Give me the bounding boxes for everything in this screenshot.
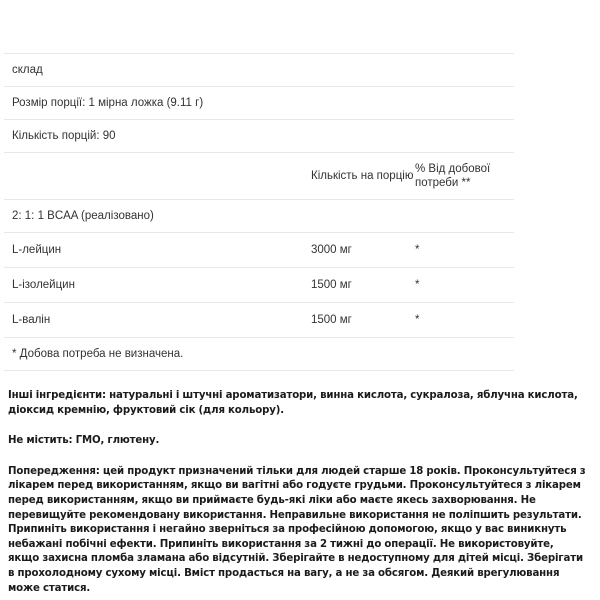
ingredient-daily-value: * xyxy=(415,314,420,326)
ingredient-group-label: 2: 1: 1 BCAA (реалізовано) xyxy=(12,210,154,222)
table-row xyxy=(4,268,514,303)
serving-size-text: Розмір порції: 1 мірна ложка (9.11 г) xyxy=(12,97,204,109)
table-row xyxy=(4,303,514,338)
column-header-amount-per-serving: Кількість на порцію xyxy=(311,170,414,182)
panel-title: склад xyxy=(12,64,43,76)
ingredient-amount: 1500 мг xyxy=(311,314,352,326)
table-row-title xyxy=(4,54,514,87)
table-row-serving-size xyxy=(4,87,514,120)
ingredient-name: L-валін xyxy=(12,314,51,326)
other-ingredients-text: Інші інгредієнти: натуральні і штучні ароматизатори, винна кислота, сукралоза, яблучна кислота, діоксид кремнію, фруктовий сік (для кольору). xyxy=(8,390,578,416)
servings-per-container-text: Кількість порцій: 90 xyxy=(12,130,116,142)
table-header-row xyxy=(4,153,514,200)
supplement-facts-table xyxy=(4,53,514,371)
column-header-name xyxy=(4,170,303,182)
ingredient-amount: 3000 мг xyxy=(311,244,352,256)
column-header-percent-daily-value: % Від добової потреби ** xyxy=(415,163,491,189)
ingredient-name: L-ізолейцин xyxy=(12,279,75,291)
table-row-group-label xyxy=(4,200,514,233)
table-row-servings-per-container xyxy=(4,120,514,153)
ingredient-amount: 1500 мг xyxy=(311,279,352,291)
table-row-footnote xyxy=(4,338,514,371)
ingredient-daily-value: * xyxy=(415,279,420,291)
ingredient-daily-value: * xyxy=(415,244,420,256)
warning-text: Попередження: цей продукт призначений тільки для людей старше 18 років. Проконсультуйтеся з лікарем перед використанням, якщо ви вагітні або годуєте грудьми. Проконсультуйтеся з лікарем перед використанням, якщо ви приймаєте будь-які ліки або маєте якесь захворювання. Не перевищуйте рекомендовану використання. Неправильне використання не поліпшить результати. Припиніть використання і негайно зверніться за професійною допомогою, якщо у вас виникнуть небажані побічні ефекти. Припиніть використання за 2 тижні до операції. Не використовуйте, якщо захисна пломба зламана або відсутній. Зберігайте в недоступному для дітей місці. Зберігати в прохолодному сухому місці. Вміст продасться на вагу, а не за обсягом. Деякий врегулювання може статися. xyxy=(8,465,586,594)
table-row xyxy=(4,233,514,268)
ingredient-name: L-лейцин xyxy=(12,244,62,256)
free-from-text: Не містить: ГМО, глютену. xyxy=(8,435,160,447)
daily-value-footnote: * Добова потреба не визначена. xyxy=(12,348,184,360)
